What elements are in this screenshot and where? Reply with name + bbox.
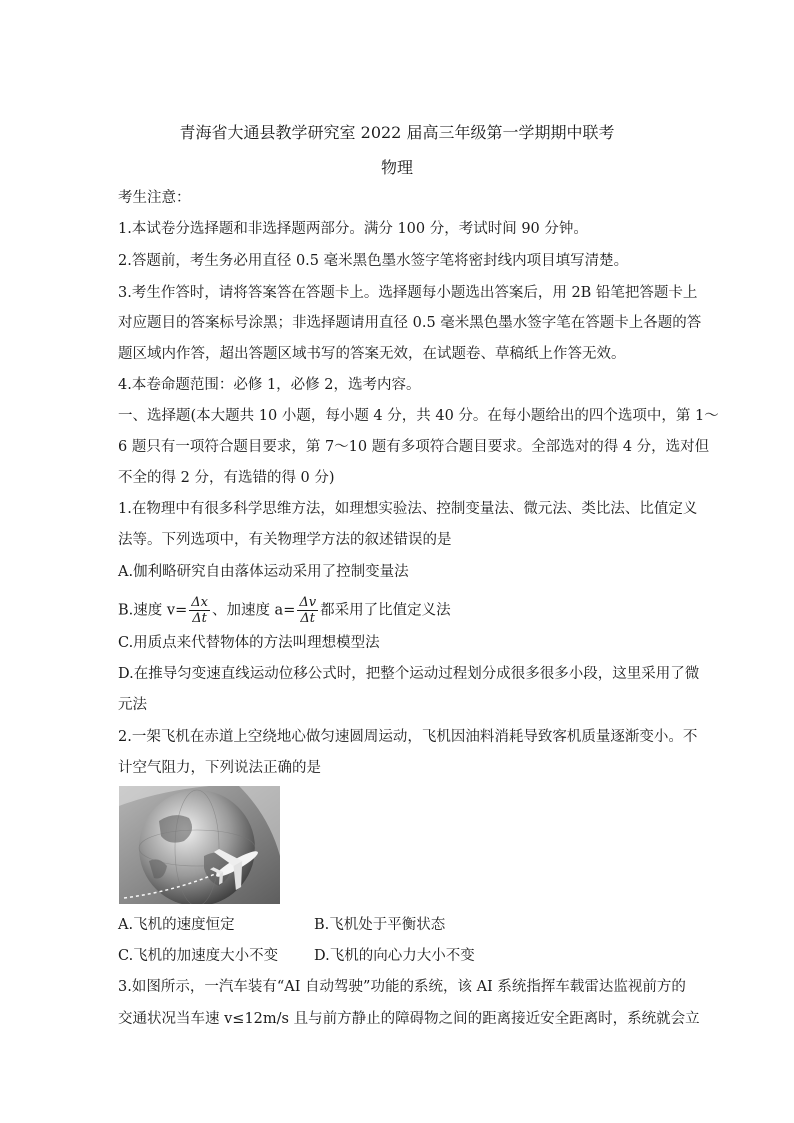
exam-title: 青海省大通县教学研究室 2022 届高三年级第一学期期中联考 — [179, 123, 615, 142]
question-1-option-b — [118, 595, 678, 626]
question-3-stem: 交通状况当车速 v≤12m/s 且与前方静止的障碍物之间的距离接近安全距离时，系统就会立 — [118, 1011, 700, 1027]
question-1-option-d: 元法 — [118, 697, 147, 713]
notice-item: 4.本卷命题范围：必修 1，必修 2，选考内容。 — [118, 377, 421, 393]
fraction-numerator: Δv — [299, 595, 317, 610]
question-1-option-a: A.伽利略研究自由落体运动采用了控制变量法 — [118, 564, 409, 580]
globe-airplane-illustration — [119, 786, 280, 904]
question-2-option-c: C.飞机的加速度大小不变 — [118, 948, 279, 964]
notice-item: 1.本试卷分选择题和非选择题两部分。满分 100 分，考试时间 90 分钟。 — [118, 221, 588, 237]
notice-item: 2.答题前，考生务必用直径 0.5 毫米黑色墨水签字笔将密封线内项目填写清楚。 — [118, 253, 629, 269]
question-1-option-c: C.用质点来代替物体的方法叫理想模型法 — [118, 635, 380, 651]
fraction-denominator: Δt — [192, 611, 207, 626]
question-1-option-d: D.在推导匀变速直线运动位移公式时，把整个运动过程划分成很多很多小段，这里采用了微 — [118, 666, 700, 682]
velocity-fraction — [189, 595, 210, 626]
globe-airplane-figure — [119, 786, 280, 904]
section-heading: 一、选择题(本大题共 10 小题，每小题 4 分，共 40 分。在每小题给出的四个选项中，第 1～ — [118, 408, 719, 424]
fraction-numerator: Δx — [191, 595, 208, 610]
option-b-prefix: B.速度 v= — [118, 602, 188, 619]
notice-heading: 考生注意： — [118, 190, 191, 206]
question-1-stem: 1.在物理中有很多科学思维方法，如理想实验法、控制变量法、微元法、类比法、比值定义 — [118, 501, 698, 517]
question-2-option-b: B.飞机处于平衡状态 — [314, 917, 446, 933]
notice-item: 题区域内作答，超出答题区域书写的答案无效，在试题卷、草稿纸上作答无效。 — [118, 346, 626, 362]
question-2-option-a: A.飞机的速度恒定 — [118, 917, 235, 933]
question-1-stem: 法等。下列选项中，有关物理学方法的叙述错误的是 — [118, 532, 452, 548]
subject-title: 物理 — [380, 158, 413, 177]
acceleration-fraction — [297, 595, 318, 626]
fraction-denominator: Δt — [300, 611, 316, 626]
option-b-suffix: 都采用了比值定义法 — [320, 602, 451, 619]
option-b-mid: 、加速度 a= — [211, 602, 296, 619]
notice-item: 对应题目的答案标号涂黑；非选择题请用直径 0.5 毫米黑色墨水签字笔在答题卡上各题的答 — [118, 315, 702, 331]
question-2-stem: 计空气阻力，下列说法正确的是 — [118, 760, 321, 776]
notice-item: 3.考生作答时，请将答案答在答题卡上。选择题每小题选出答案后，用 2B 铅笔把答题卡上 — [118, 285, 698, 301]
question-2-option-d: D.飞机的向心力大小不变 — [314, 948, 475, 964]
question-3-stem: 3.如图所示，一汽车装有“AI 自动驾驶”功能的系统，该 AI 系统指挥车载雷达监视前方的 — [118, 979, 686, 995]
section-heading: 不全的得 2 分，有选错的得 0 分) — [118, 470, 335, 486]
question-2-stem: 2.一架飞机在赤道上空绕地心做匀速圆周运动，飞机因油料消耗导致客机质量逐渐变小。不 — [118, 729, 698, 745]
section-heading: 6 题只有一项符合题目要求，第 7～10 题有多项符合题目要求。全部选对的得 4 分，选对但 — [118, 439, 710, 455]
